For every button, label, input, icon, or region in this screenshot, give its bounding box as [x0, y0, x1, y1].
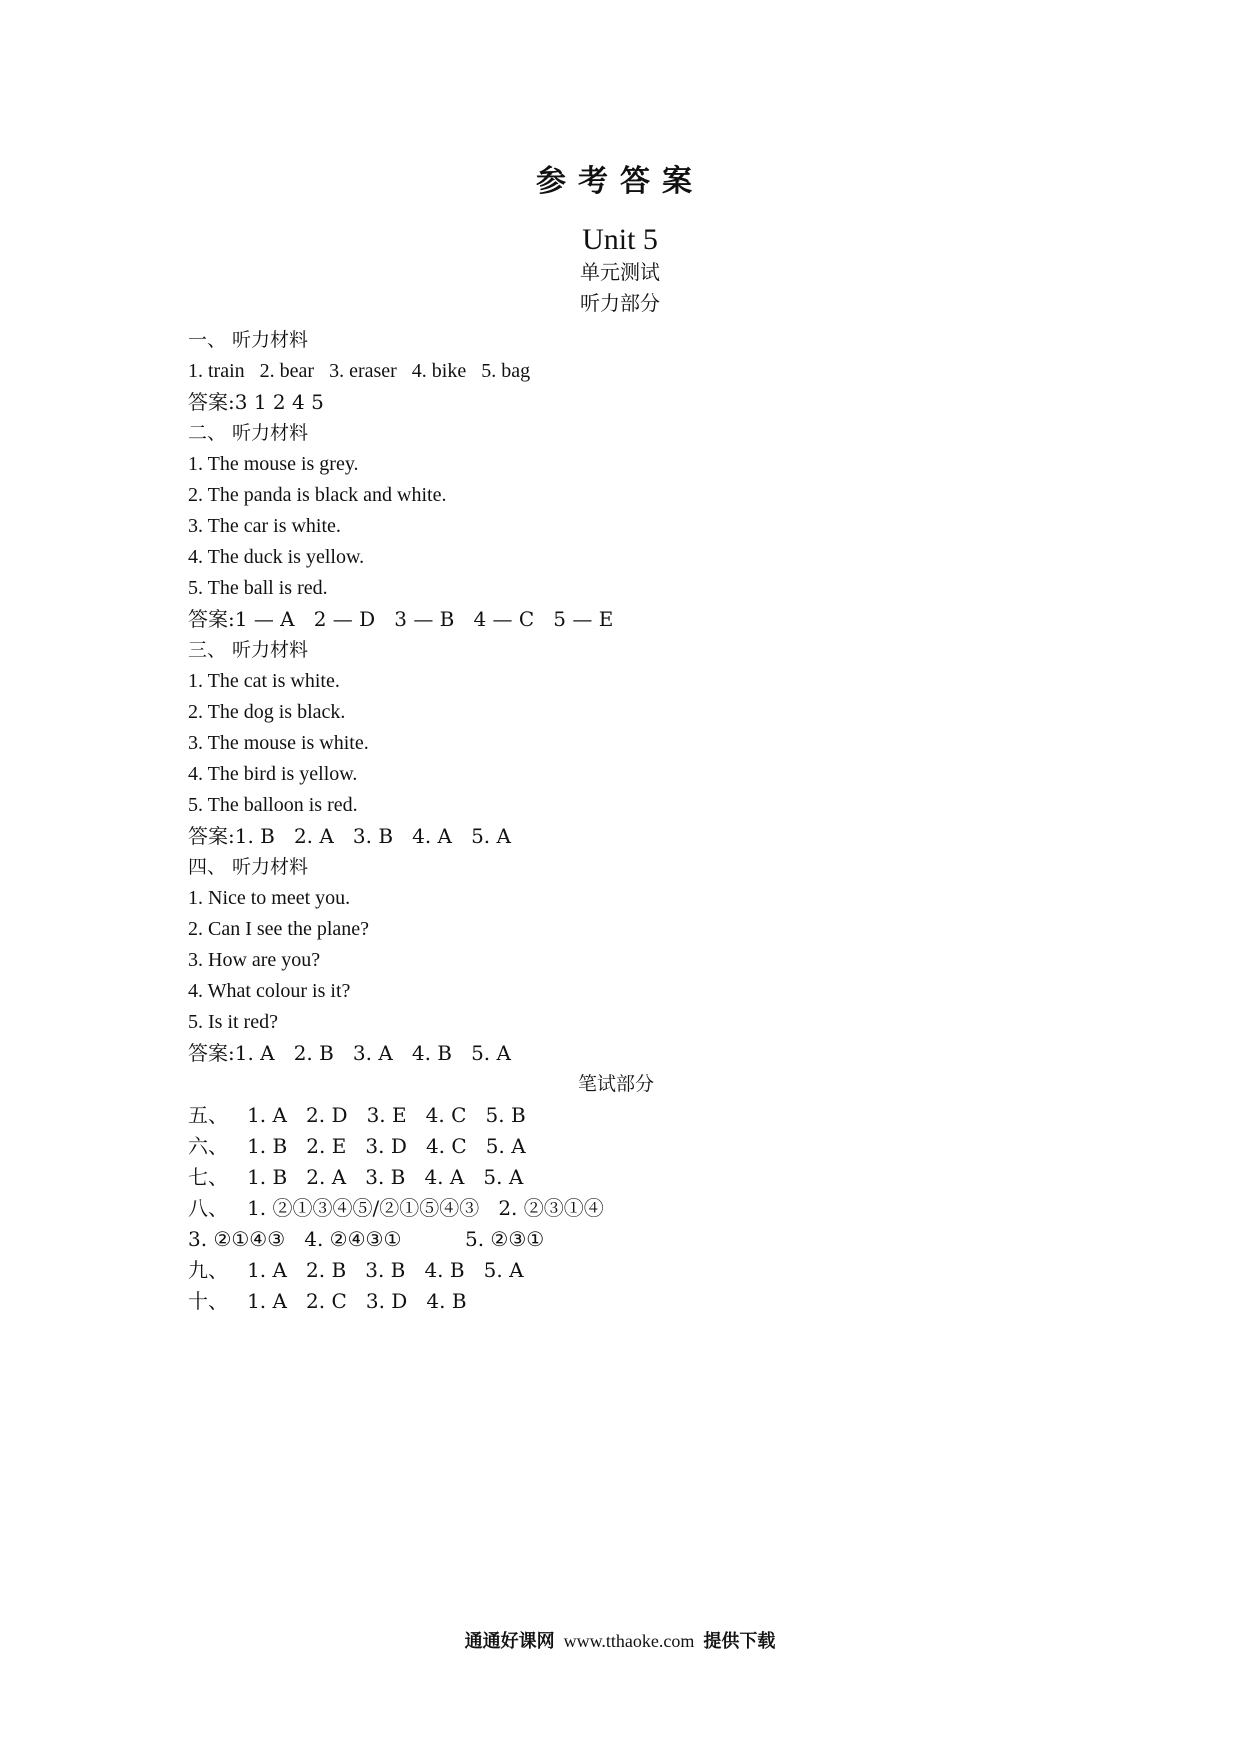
section-3-line: 1. The cat is white. [188, 670, 340, 692]
section-2-line: 3. The car is white. [188, 515, 341, 537]
section-1-heading: 一、 听力材料 [188, 329, 309, 351]
writing-answer-line: 七、 1. B 2. A 3. B 4. A 5. A [188, 1165, 524, 1189]
section-2-line: 4. The duck is yellow. [188, 546, 365, 568]
section-4-line: 2. Can I see the plane? [188, 918, 370, 940]
listening-part-heading: 听力部分 [580, 291, 660, 315]
section-3-line: 3. The mouse is white. [188, 732, 369, 754]
writing-answer-line: 八、 1. ②①③④⑤/②①⑤④③ 2. ②③①④ [188, 1196, 604, 1220]
footer-brand: 通通好课网 [464, 1631, 555, 1652]
section-4-answer: 答案:1. A 2. B 3. A 4. B 5. A [188, 1041, 511, 1065]
section-4-line: 5. Is it red? [188, 1011, 278, 1033]
writing-answer-line: 3. ②①④③ 4. ②④③① 5. ②③① [188, 1227, 545, 1251]
section-4-heading: 四、 听力材料 [188, 856, 309, 878]
writing-answer-line: 九、 1. A 2. B 3. B 4. B 5. A [188, 1258, 524, 1282]
section-3-line: 2. The dog is black. [188, 701, 346, 723]
page-title: 参考答案 [536, 164, 704, 199]
section-3-line: 5. The balloon is red. [188, 794, 358, 816]
section-1-answer: 答案:3 1 2 4 5 [188, 390, 324, 414]
section-4-line: 3. How are you? [188, 949, 321, 971]
section-2-line: 1. The mouse is grey. [188, 453, 359, 475]
section-2-line: 5. The ball is red. [188, 577, 328, 599]
writing-answer-line: 六、 1. B 2. E 3. D 4. C 5. A [188, 1134, 526, 1158]
section-3-heading: 三、 听力材料 [188, 639, 309, 661]
section-2-heading: 二、 听力材料 [188, 422, 309, 444]
answer-content [188, 325, 1088, 1317]
section-2-answer: 答案:1 — A 2 — D 3 — B 4 — C 5 — E [188, 607, 614, 631]
section-4-line: 4. What colour is it? [188, 980, 351, 1002]
footer-url[interactable]: www.tthaoke.com [563, 1631, 695, 1651]
section-4-line: 1. Nice to meet you. [188, 887, 351, 909]
writing-answer-line: 五、 1. A 2. D 3. E 4. C 5. B [188, 1103, 526, 1127]
unit-title: Unit 5 [582, 223, 658, 256]
section-2-line: 2. The panda is black and white. [188, 484, 447, 506]
test-subtitle: 单元测试 [580, 260, 660, 284]
section-3-line: 4. The bird is yellow. [188, 763, 358, 785]
writing-part-heading: 笔试部分 [578, 1073, 655, 1095]
writing-answer-line: 十、 1. A 2. C 3. D 4. B [188, 1289, 467, 1313]
section-3-answer: 答案:1. B 2. A 3. B 4. A 5. A [188, 824, 511, 848]
footer-suffix: 提供下载 [703, 1631, 776, 1652]
page-footer [0, 1628, 1240, 1655]
section-1-material: 1. train 2. bear 3. eraser 4. bike 5. bag [188, 360, 531, 382]
